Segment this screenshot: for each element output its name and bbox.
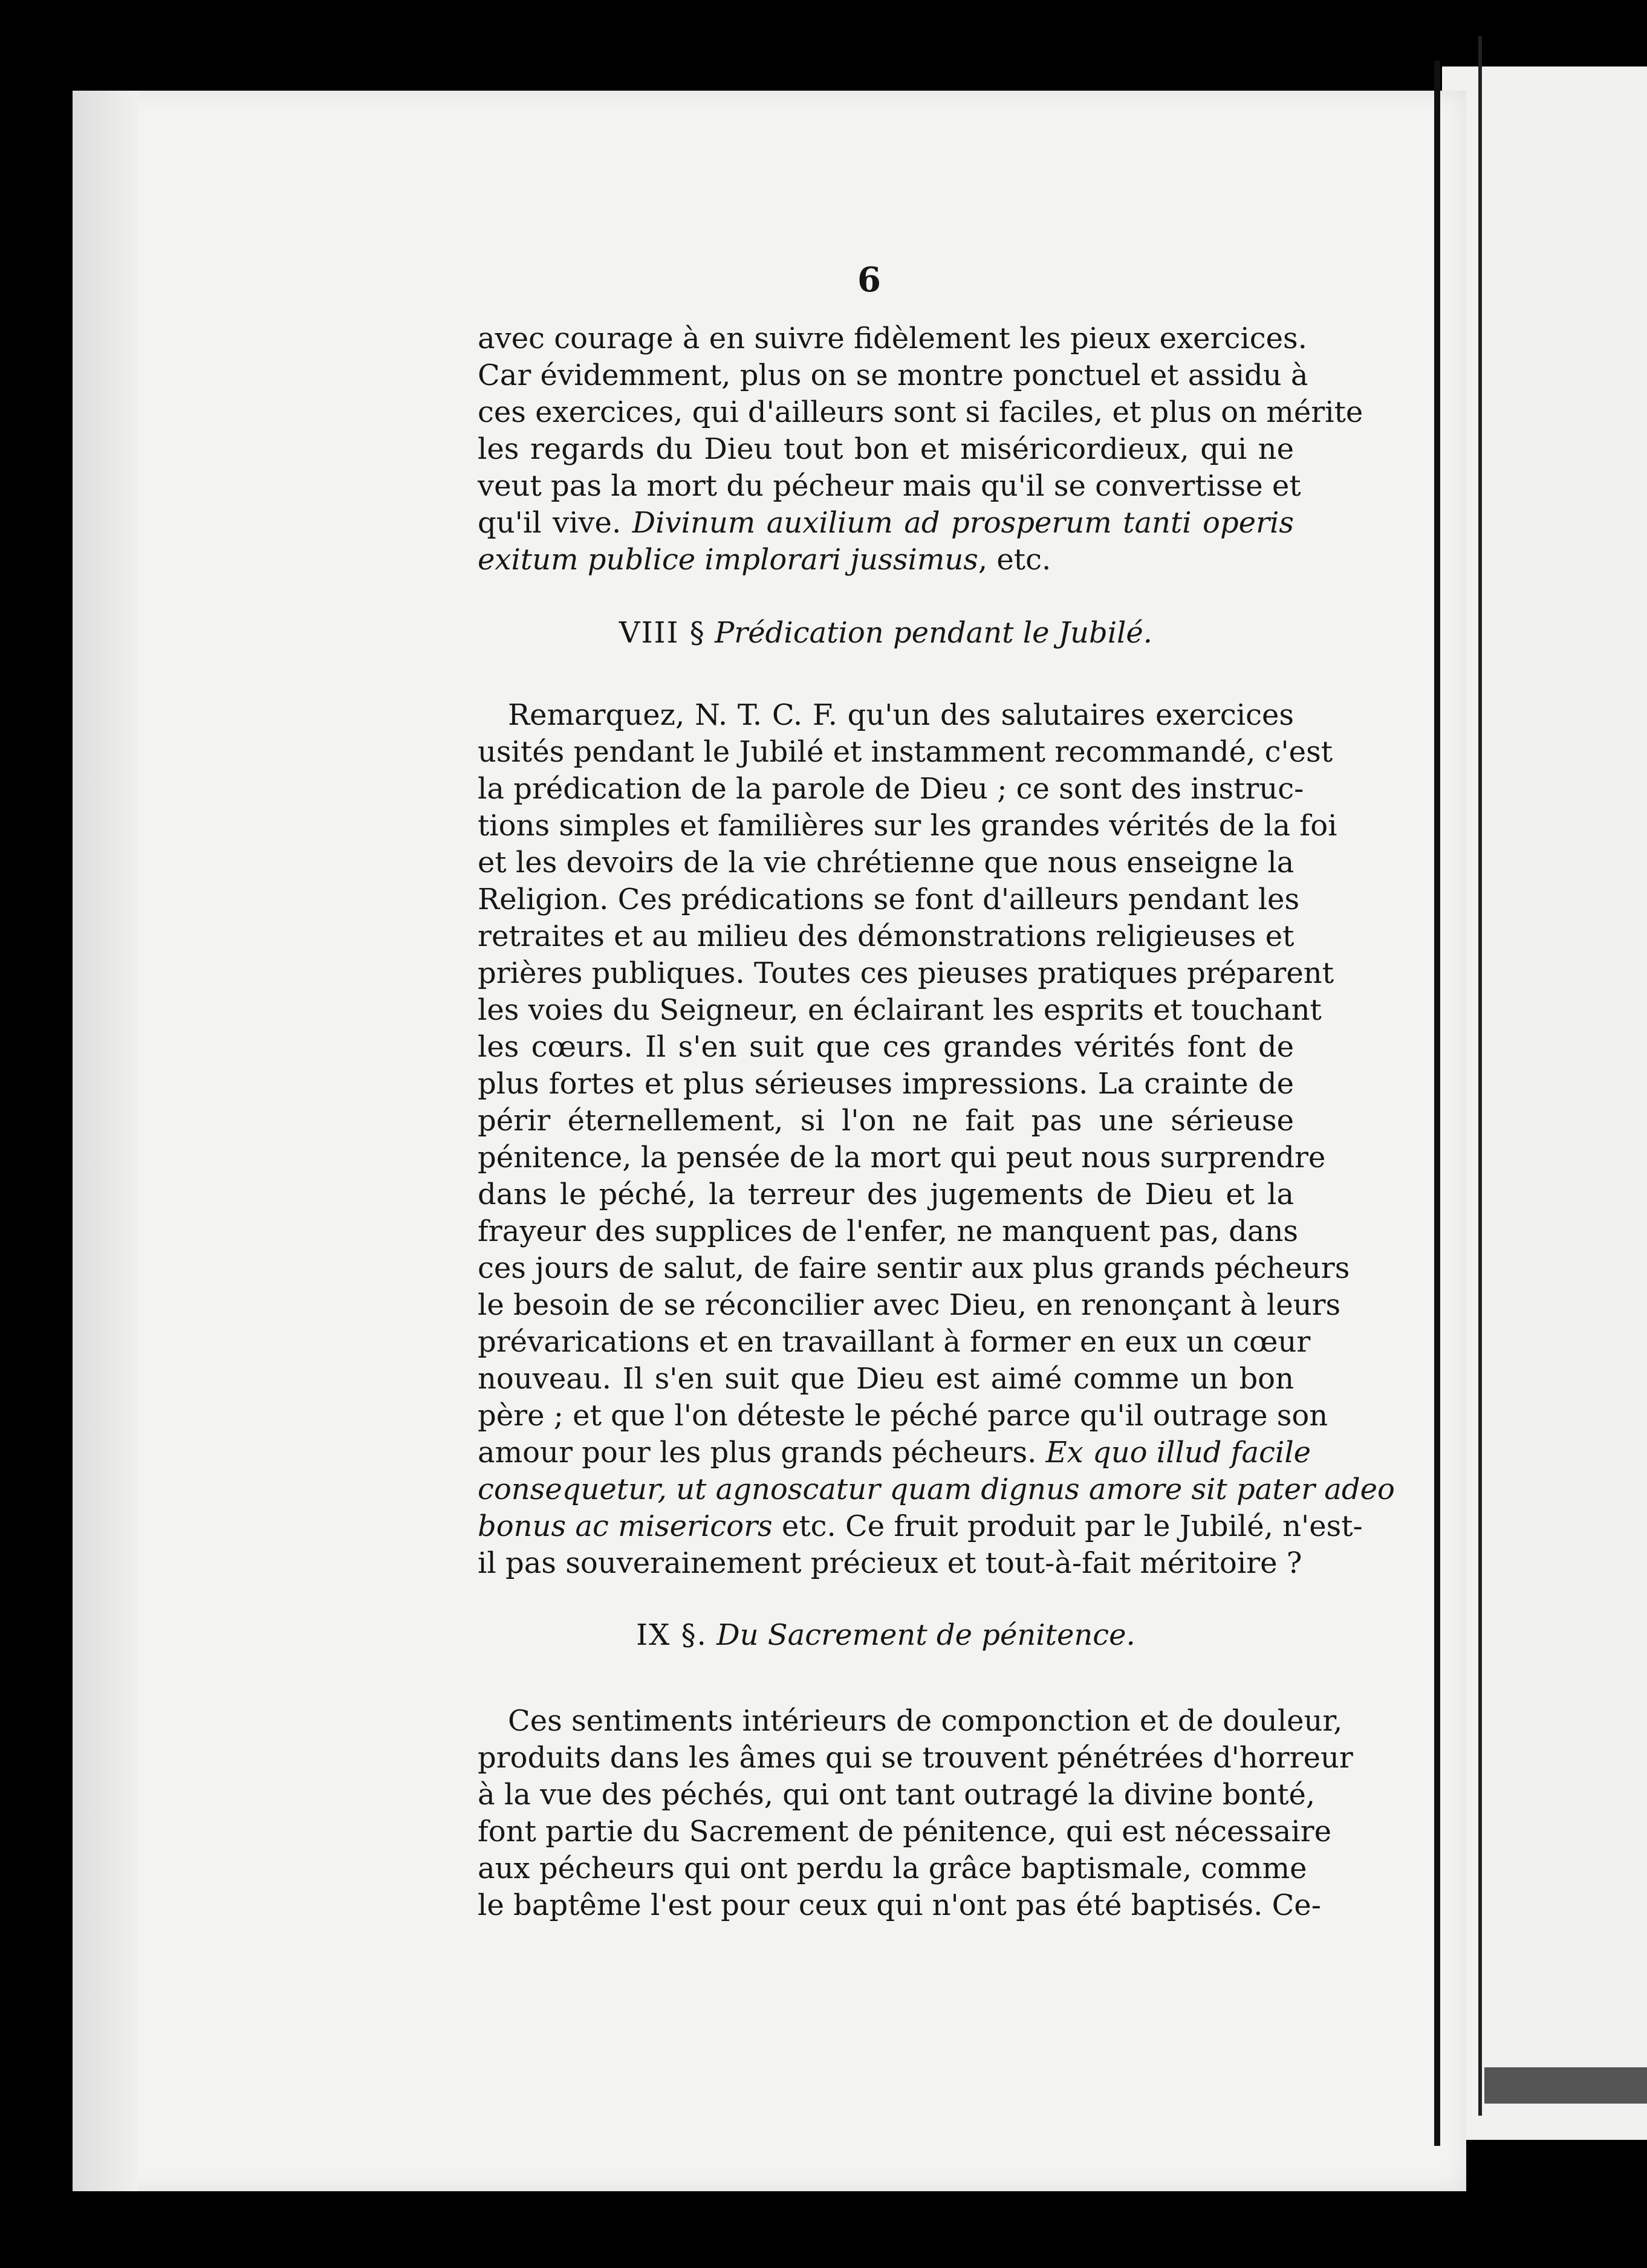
text-line [478, 1434, 1311, 1471]
text-line: Ces sentiments intérieurs de componction et de douleur, [508, 1704, 1343, 1738]
section-heading-ix [478, 1618, 1294, 1652]
latin-quote: consequetur, ut agnoscatur quam dignus amore sit pater adeo [478, 1473, 1395, 1506]
page-gutter-shade [73, 91, 139, 2191]
section-title: Prédication pendant le Jubilé. [715, 616, 1153, 650]
text-line: les cœurs. Il s'en suit que ces grandes vérités font de [478, 1030, 1294, 1064]
section-number: IX §. [636, 1618, 707, 1652]
text-line: Remarquez, N. T. C. F. qu'un des salutaires exercices [508, 698, 1294, 732]
section-heading-viii [478, 616, 1294, 650]
text-roman: qu'il vive. [478, 506, 632, 540]
text-line: font partie du Sacrement de pénitence, qui est nécessaire [478, 1815, 1331, 1848]
text-line [478, 542, 1294, 578]
text-line: plus fortes et plus sérieuses impressions. La crainte de [478, 1067, 1294, 1101]
text-line: Car évidemment, plus on se montre ponctuel et assidu à [478, 358, 1308, 392]
text-line: ces exercices, qui d'ailleurs sont si faciles, et plus on mérite [478, 395, 1363, 429]
text-line [478, 505, 1294, 542]
latin-quote: bonus ac misericors [478, 1509, 773, 1543]
paragraph-predication [478, 697, 1395, 1582]
text-line: retraites et au milieu des démonstrations religieuses et [478, 919, 1295, 953]
text-line: pénitence, la pensée de la mort qui peut nous surprendre [478, 1141, 1326, 1174]
page-number: 6 [857, 260, 881, 300]
text-roman: , etc. [978, 543, 1051, 577]
text-line: le besoin de se réconcilier avec Dieu, en renonçant à leurs [478, 1288, 1341, 1322]
text-line: nouveau. Il s'en suit que Dieu est aimé comme un bon [478, 1362, 1294, 1396]
text-line [478, 1508, 1363, 1545]
facing-page [1442, 66, 1647, 2140]
text-roman: etc. Ce fruit produit par le Jubilé, n'est- [772, 1509, 1363, 1543]
text-line: ces jours de salut, de faire sentir aux plus grands pécheurs [478, 1251, 1350, 1285]
page-spine [1434, 60, 1440, 2146]
text-line: aux pécheurs qui ont perdu la grâce baptismale, comme [478, 1852, 1307, 1885]
text-line: la prédication de la parole de Dieu ; ce sont des instruc- [478, 772, 1304, 806]
text-line: frayeur des supplices de l'enfer, ne manquent pas, dans [478, 1214, 1299, 1248]
text-line: Religion. Ces prédications se font d'ailleurs pendant les [478, 883, 1300, 916]
text-line: prévarications et en travaillant à former en eux un cœur [478, 1325, 1311, 1359]
text-line: il pas souverainement précieux et tout-à-fait méritoire ? [478, 1546, 1302, 1580]
text-line: produits dans les âmes qui se trouvent pénétrées d'horreur [478, 1741, 1353, 1775]
text-line: à la vue des péchés, qui ont tant outragé la divine bonté, [478, 1778, 1316, 1812]
section-title: Du Sacrement de pénitence. [716, 1618, 1135, 1652]
latin-quote: Ex quo illud facile [1045, 1436, 1311, 1469]
text-line: veut pas la mort du pécheur mais qu'il se convertisse et [478, 469, 1301, 503]
text-line: tions simples et familières sur les grandes vérités de la foi [478, 809, 1337, 843]
paragraph-penitence [478, 1703, 1353, 1924]
latin-quote: exitum publice implorari jussimus [478, 543, 978, 577]
section-number: VIII § [619, 616, 706, 650]
text-line: périr éternellement, si l'on ne fait pas une sérieuse [478, 1104, 1294, 1138]
continuation-paragraph [478, 320, 1363, 578]
text-line: et les devoirs de la vie chrétienne que nous enseigne la [478, 846, 1295, 880]
text-line: père ; et que l'on déteste le péché parce qu'il outrage son [478, 1399, 1328, 1433]
text-line: prières publiques. Toutes ces pieuses pratiques préparent [478, 956, 1334, 990]
facing-page-bottom [1484, 2067, 1647, 2104]
text-line: le baptême l'est pour ceux qui n'ont pas été baptisés. Ce- [478, 1888, 1321, 1922]
text-roman: amour pour les plus grands pécheurs. [478, 1436, 1046, 1469]
page-body [478, 320, 1395, 1924]
text-line: dans le péché, la terreur des jugements de Dieu et la [478, 1178, 1294, 1211]
latin-quote: Divinum auxilium ad prosperum tanti operis [632, 506, 1295, 540]
text-line: avec courage à en suivre fidèlement les pieux exercices. [478, 322, 1307, 355]
text-line: les voies du Seigneur, en éclairant les esprits et touchant [478, 993, 1322, 1027]
text-line: les regards du Dieu tout bon et miséricordieux, qui ne [478, 432, 1294, 466]
text-line: usités pendant le Jubilé et instamment recommandé, c'est [478, 735, 1333, 769]
binding-edge [1478, 36, 1482, 2116]
